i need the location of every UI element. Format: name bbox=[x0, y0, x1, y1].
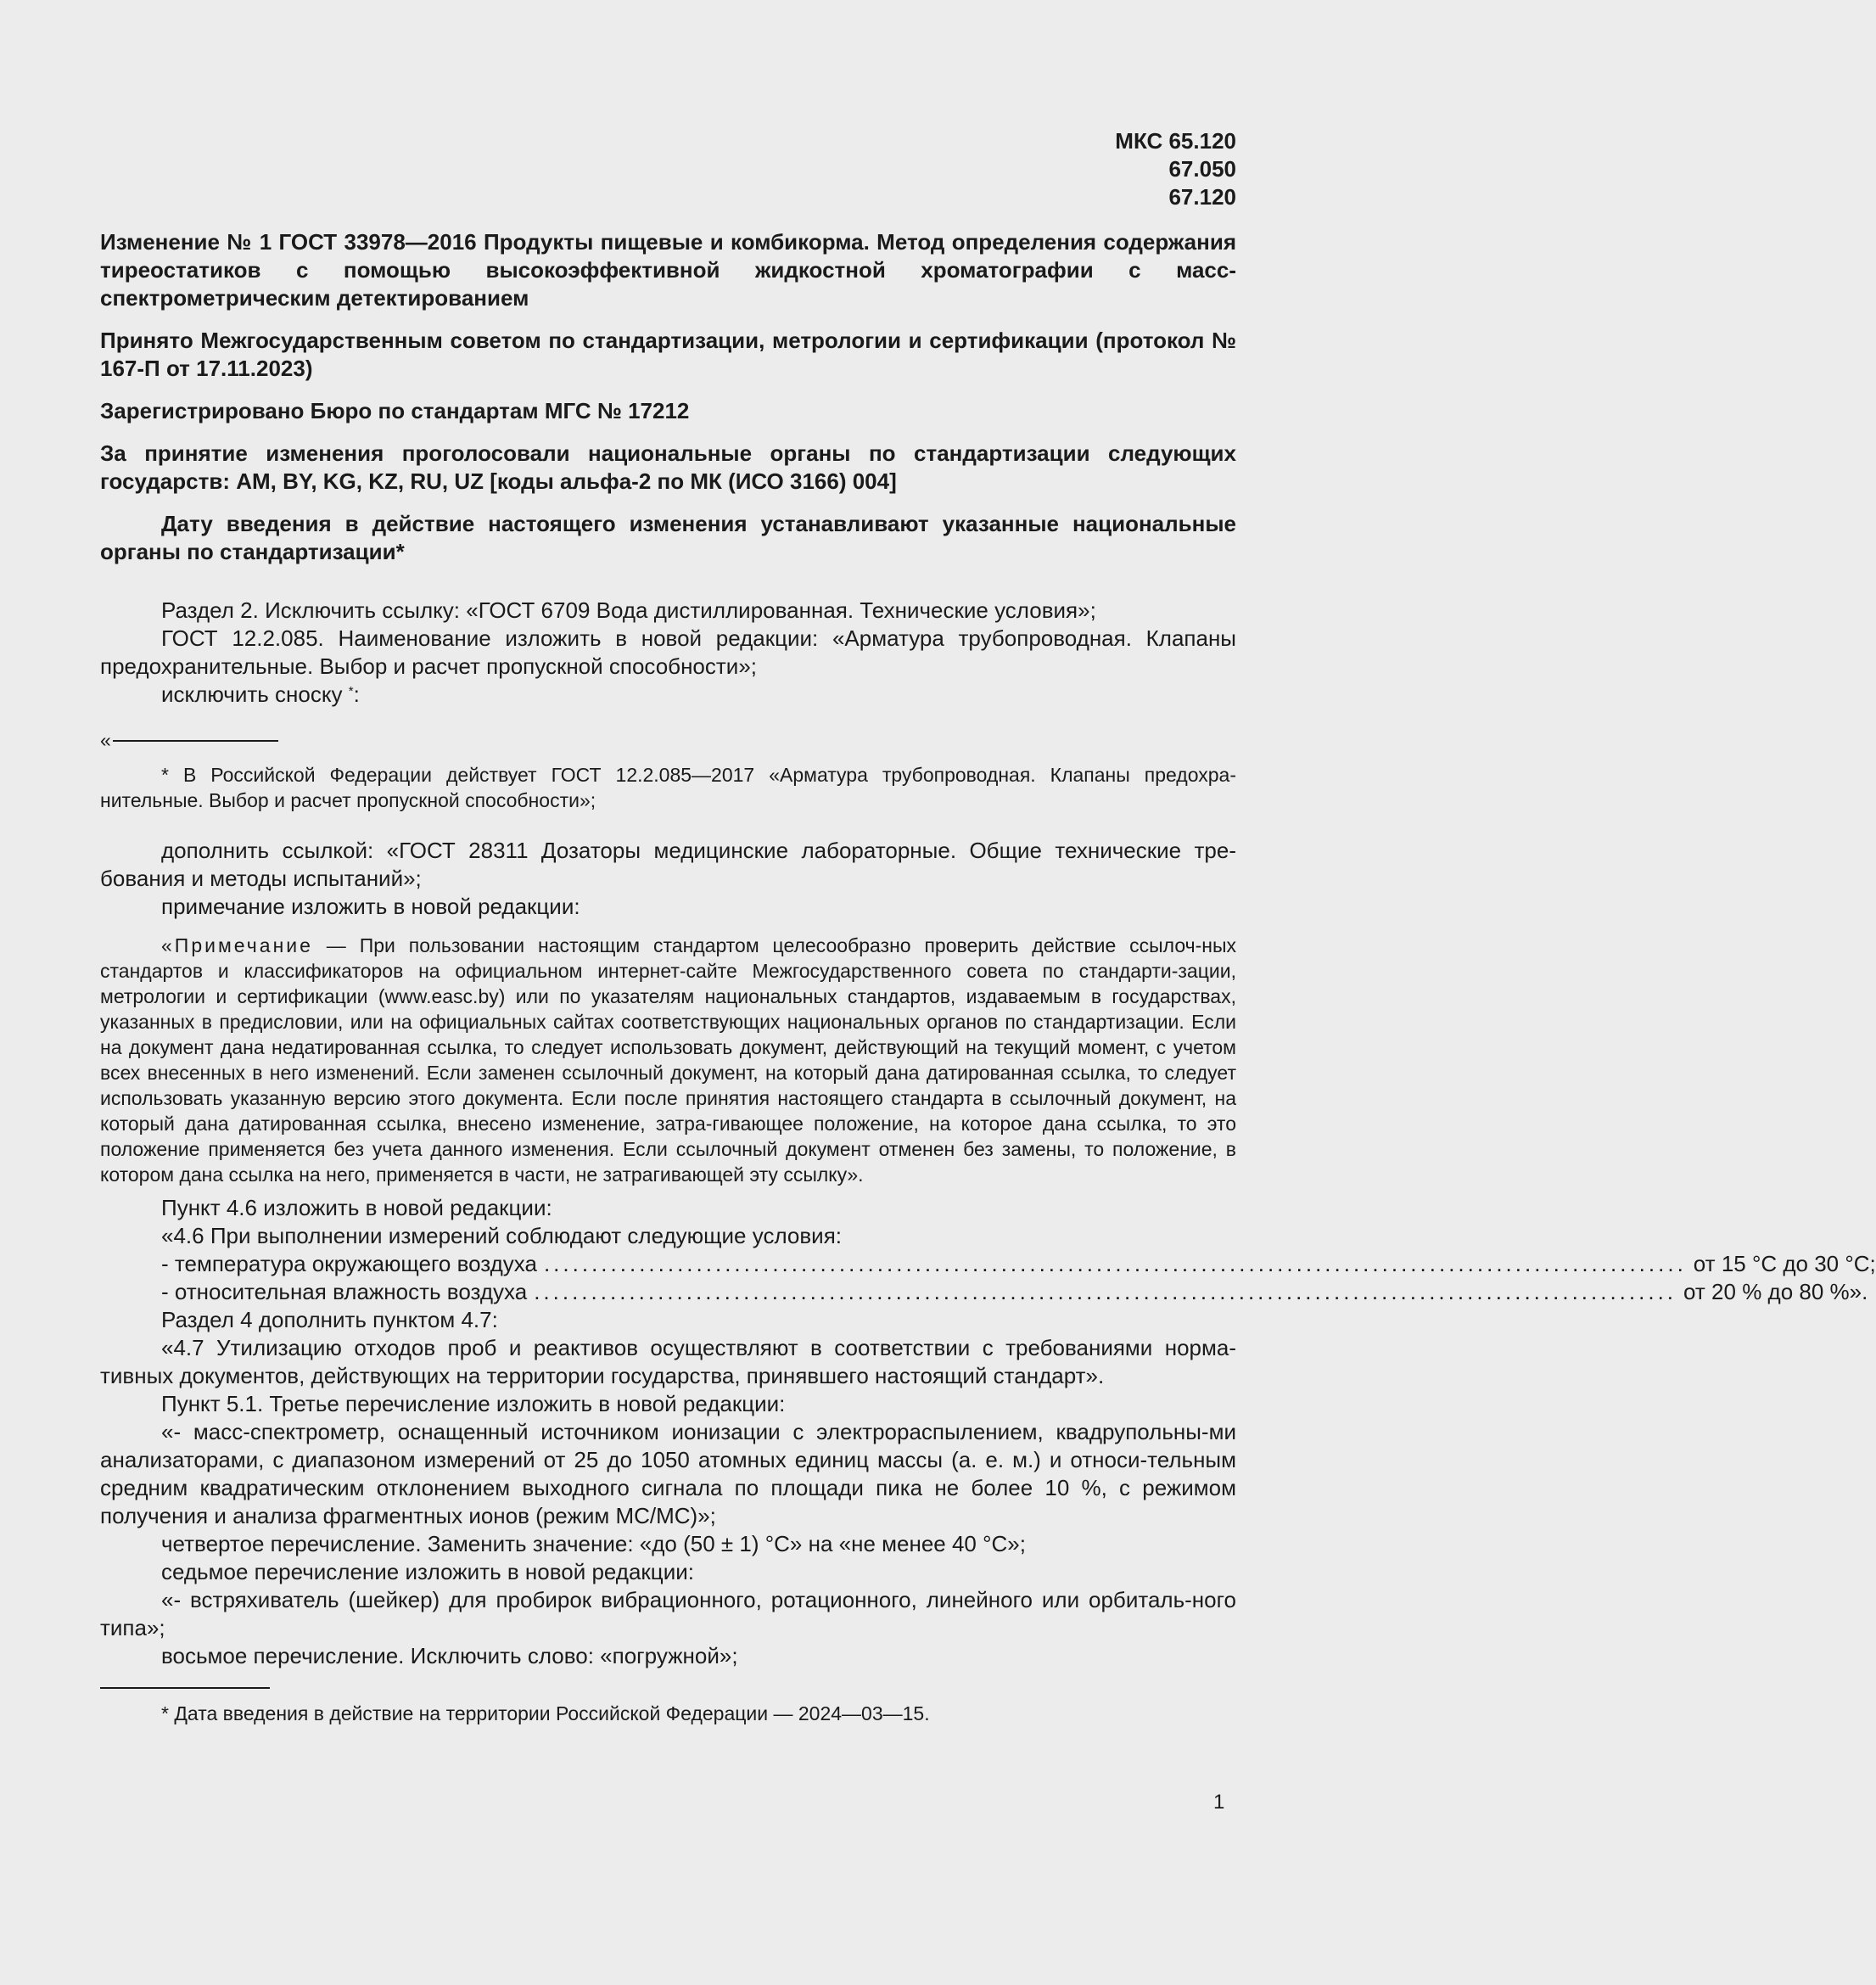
note-label: «Примечание bbox=[161, 934, 313, 956]
quote-mark: « bbox=[100, 729, 111, 751]
mks-code: 67.120 bbox=[1168, 184, 1236, 210]
paragraph: ГОСТ 12.2.085. Наименование изложить в новой редакции: «Арматура трубопроводная. Клапаны предохранительные. Выбор и расчет пропускной способности»; bbox=[100, 625, 1236, 679]
footnote: * Дата введения в действие на территории Российской Федерации — 2024—03—15. bbox=[161, 1702, 930, 1724]
mks-code: 67.050 bbox=[1168, 156, 1236, 182]
registered-statement: Зарегистрировано Бюро по стандартам МГС № 17212 bbox=[100, 398, 690, 423]
paragraph: «- масс-спектрометр, оснащенный источником ионизации с электрораспылением, квадрупольны-ми анализаторами, с диапазоном измерений от 25 до 1050 атомных единиц массы (а. е. м.) и относи-тельным средним квадратическим отклонением выходного сигнала по площади пика не более 10 %, с режимом получения и анализа фрагментных ионов (режим МС/МС)»; bbox=[100, 1419, 1236, 1528]
footnote-mark: * bbox=[348, 684, 354, 698]
paragraph: Раздел 2. Исключить ссылку: «ГОСТ 6709 Вода дистиллированная. Технические условия»; bbox=[161, 597, 1096, 623]
quoted-footnote: * В Российской Федерации действует ГОСТ 12.2.085—2017 «Арматура трубопроводная. Клапаны предохра-нительные. Выбор и расчет пропускной способности»; bbox=[100, 764, 1236, 811]
mks-code: МКС 65.120 bbox=[1115, 128, 1236, 154]
paragraph: восьмое перечисление. Исключить слово: «погружной»; bbox=[161, 1643, 738, 1668]
note-paragraph bbox=[100, 933, 1236, 1187]
paragraph: четвертое перечисление. Заменить значение: «до (50 ± 1) °С» на «не менее 40 °С»; bbox=[161, 1531, 1026, 1556]
paragraph: «4.7 Утилизацию отходов проб и реактивов осуществляют в соответствии с требованиями норма-тивных документов, действующих на территории государства, принявшего настоящий стандарт». bbox=[100, 1335, 1236, 1388]
paragraph: седьмое перечисление изложить в новой редакции: bbox=[161, 1559, 694, 1584]
footnote-separator bbox=[100, 1687, 270, 1689]
quoted-footnote-separator bbox=[100, 729, 1236, 752]
paragraph: «- встряхиватель (шейкер) для пробирок вибрационного, ротационного, линейного или орбиталь-ного типа»; bbox=[100, 1587, 1236, 1640]
paragraph: дополнить ссылкой: «ГОСТ 28311 Дозаторы медицинские лабораторные. Общие технические тре-бования и методы испытаний»; bbox=[100, 838, 1236, 891]
page-number: 1 bbox=[1213, 1791, 1225, 1814]
paragraph: «4.6 При выполнении измерений соблюдают следующие условия: bbox=[161, 1223, 843, 1248]
dot-leader: ........................................................................................................................ bbox=[543, 1251, 1687, 1276]
condition-row bbox=[100, 1250, 1876, 1278]
paragraph-text: : bbox=[353, 681, 360, 707]
condition-label: - температура окружающего воздуха bbox=[161, 1251, 537, 1276]
condition-value: от 15 °С до 30 °С; bbox=[1693, 1251, 1876, 1276]
adopted-statement: Принято Межгосударственным советом по стандартизации, метрологии и сертификации (протокол № 167-П от 17.11.2023) bbox=[100, 328, 1236, 381]
voted-statement: За принятие изменения проголосовали национальные органы по стандартизации следующих государств: AM, BY, KG, KZ, RU, UZ [коды альфа-2 по МК (ИСО 3166) 004] bbox=[100, 440, 1236, 494]
paragraph: Пункт 5.1. Третье перечисление изложить в новой редакции: bbox=[161, 1391, 786, 1416]
dot-leader: ........................................................................................................................ bbox=[534, 1279, 1677, 1304]
effective-date-statement: Дату введения в действие настоящего изменения устанавливают указанные национальные органы по стандартизации* bbox=[100, 511, 1236, 564]
note-text: — При пользовании настоящим стандартом целесообразно проверить действие ссылоч-ных стандартов и классификаторов на официальном интернет-сайте Межгосударственного совета по стандарти-зации, метрологии и сертификации (www.easc.by) или по указателям национальных стандартов, издаваемым в государствах, указанных в предисловии, или на официальных сайтах соответствующих национальных органов по стандартизации. Если на документ дана недатированная ссылка, то следует использовать документ, действующий на текущий момент, с учетом всех внесенных в него изменений. Если заменен ссылочный документ, на который дана датированная ссылка, то следует использовать указанную версию этого документа. Если после принятия настоящего стандарта в ссылочный документ, на который дана датированная ссылка, внесено изменение, затра-гивающее положение, на которое дана ссылка, то это положение применяется без учета данного изменения. Если ссылочный документ отменен без замены, то положение, в котором дана ссылка на него, применяется в части, не затрагивающей эту ссылку». bbox=[100, 934, 1236, 1186]
paragraph: Раздел 4 дополнить пунктом 4.7: bbox=[161, 1307, 498, 1332]
separator-line bbox=[113, 740, 278, 742]
paragraph: Пункт 4.6 изложить в новой редакции: bbox=[161, 1195, 552, 1220]
paragraph-text: исключить сноску bbox=[161, 681, 349, 707]
paragraph bbox=[100, 681, 1236, 709]
condition-value: от 20 % до 80 %». bbox=[1683, 1279, 1868, 1304]
paragraph: примечание изложить в новой редакции: bbox=[161, 894, 580, 919]
document-page bbox=[100, 127, 1876, 1726]
condition-label: - относительная влажность воздуха bbox=[161, 1279, 528, 1304]
condition-row bbox=[100, 1278, 1868, 1306]
amendment-title: Изменение № 1 ГОСТ 33978—2016 Продукты пищевые и комбикорма. Метод определения содержания тиреостатиков с помощью высокоэффективной жидкостной хроматографии с масс-спектрометрическим детектированием bbox=[100, 229, 1236, 311]
mks-codes bbox=[100, 127, 1236, 211]
